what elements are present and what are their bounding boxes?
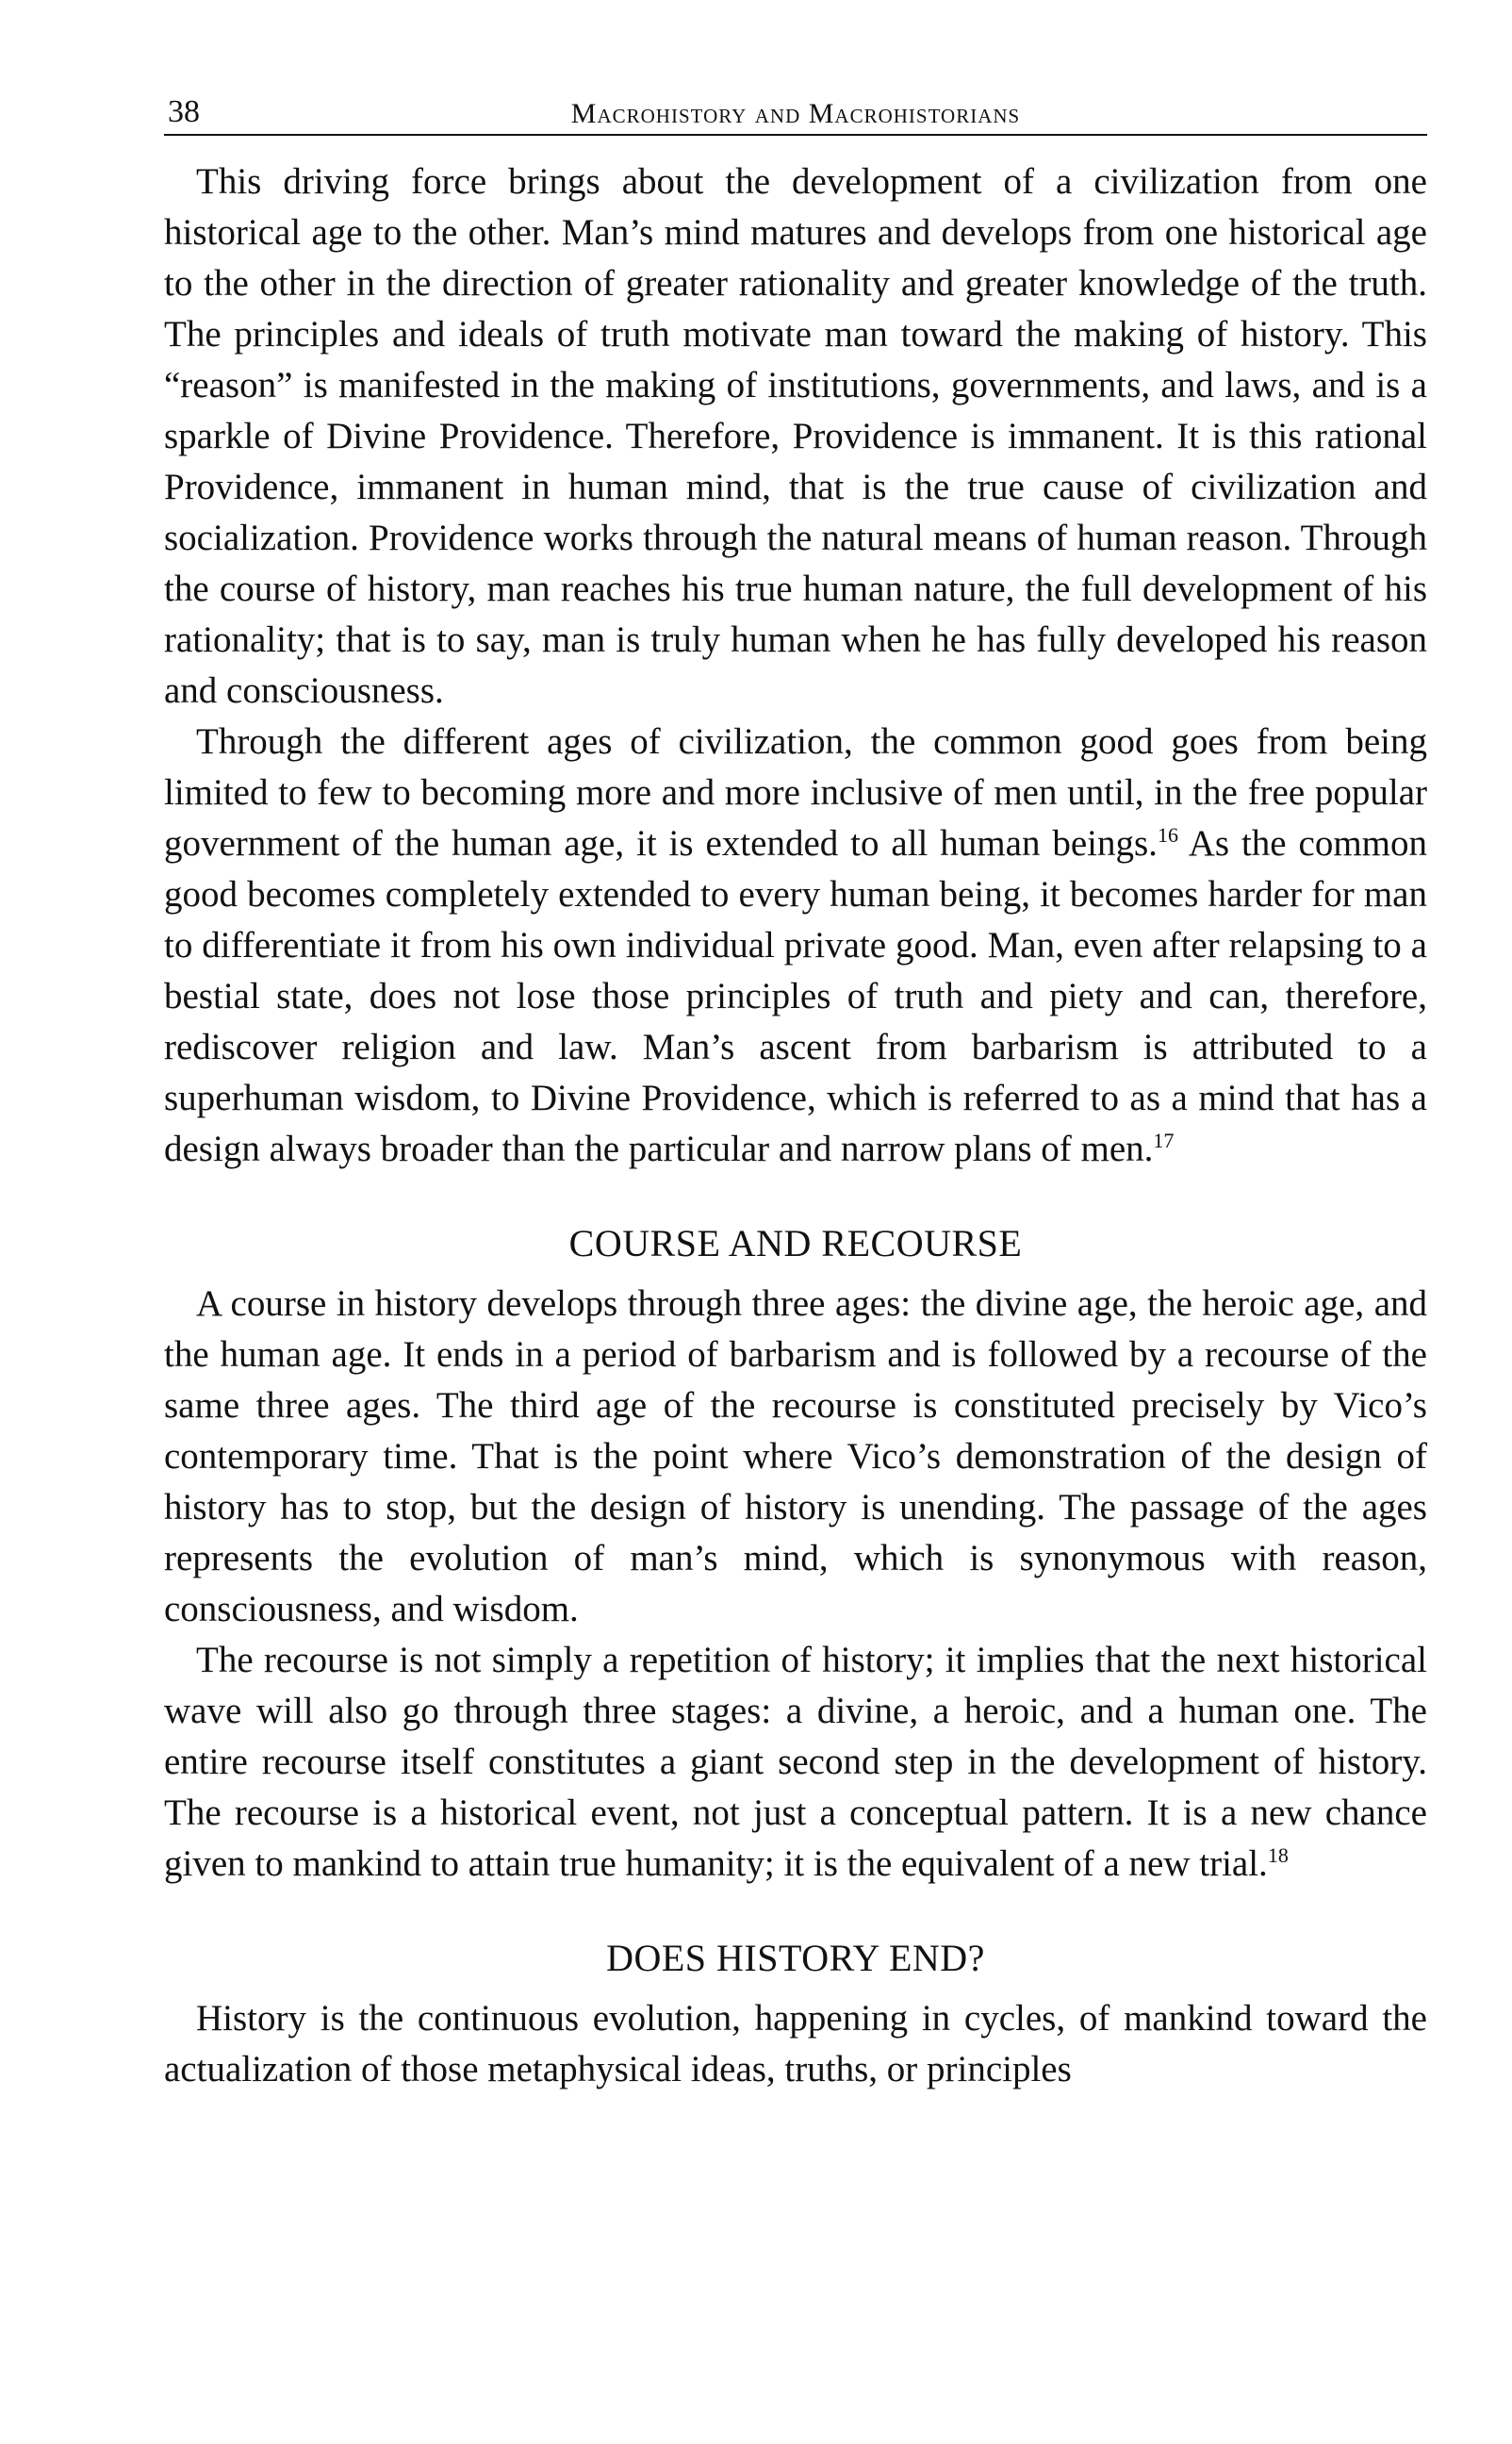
paragraph [164,1993,1427,2095]
paragraph [164,1635,1427,1890]
body-text [164,157,1427,2095]
running-title: Macrohistory and Macrohistorians [570,98,1021,129]
section-heading: COURSE AND RECOURSE [568,1222,1023,1264]
paragraph-text: History is the continuous evolution, happening in cycles, of mankind toward the actualization of those metaphysical ideas, truths, or principles [164,1998,1427,2089]
footnote-marker: 16 [1157,823,1178,847]
book-page [164,91,1427,2095]
paragraph [164,157,1427,717]
page-number: 38 [168,94,200,129]
section-heading: DOES HISTORY END? [606,1937,985,1979]
paragraph-text: The recourse is not simply a repetition of history; it implies that the next historical wave will also go through three stages: a divine, a heroic, and a human one. The entire recourse itself constitutes a giant second step in the development of history. The recourse is a historical event, not just a conceptual pattern. It is a new chance given to mankind to attain true humanity; it is the equivalent of a new trial. [164,1640,1427,1884]
paragraph-text: This driving force brings about the development of a civilization from one historical age to the other. Man’s mind matures and develops from one historical age to the other in the direction of greater rationality and greater knowledge of the truth. The principles and ideals of truth motivate man toward the making of history. This “reason” is manifested in the making of institutions, governments, and laws, and is a sparkle of Divine Providence. Therefore, Providence is immanent. It is this rational Providence, immanent in human mind, that is the true cause of civilization and socialization. Providence works through the natural means of human reason. Through the course of history, man reaches his true human nature, the full development of his rationality; that is to say, man is truly human when he has fully developed his reason and consciousness. [164,161,1427,711]
paragraph-text: As the common good becomes completely extended to every human being, it becomes harder for man to differentiate it from his own individual private good. Man, even after relapsing to a bestial state, does not lose those principles of truth and piety and can, therefore, rediscover religion and law. Man’s ascent from barbarism is attributed to a superhuman wisdom, to Divine Providence, which is referred to as a mind that has a design always broader than the particular and narrow plans of men. [164,823,1427,1169]
paragraph [164,1279,1427,1635]
paragraph-text: Through the different ages of civilization, the common good goes from being limited to few to becoming more and more inclusive of men until, in the free popular government of the human age, it is extended to all human beings. [164,721,1427,864]
footnote-marker: 18 [1267,1843,1289,1867]
footnote-marker: 17 [1153,1129,1175,1152]
running-head [164,91,1427,136]
paragraph-text: A course in history develops through three ages: the divine age, the heroic age, and the human age. It ends in a period of barbarism and is followed by a recourse of the same three ages. The third age of the recourse is constituted precisely by Vico’s contemporary time. That is the point where Vico’s demonstration of the design of history has to stop, but the design of history is unending. The passage of the ages represents the evolution of man’s mind, which is synonymous with reason, consciousness, and wisdom. [164,1283,1427,1629]
paragraph [164,717,1427,1175]
